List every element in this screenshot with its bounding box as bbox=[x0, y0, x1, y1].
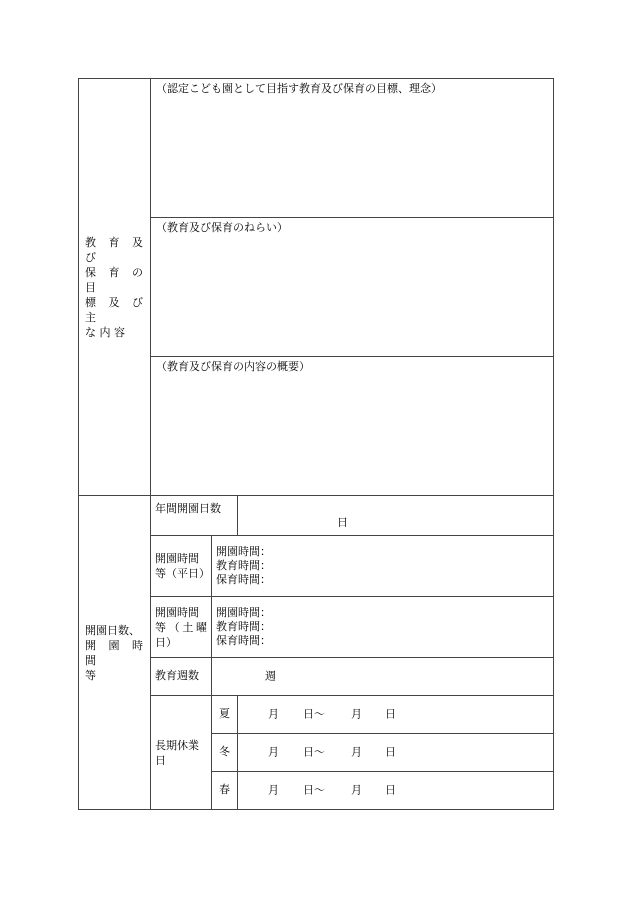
education-category-line-4: な 内 容 bbox=[85, 325, 125, 339]
spring-start-day: 日〜 bbox=[303, 783, 325, 797]
spring-end-month: 月 bbox=[351, 783, 362, 797]
content-field[interactable] bbox=[151, 357, 554, 496]
weeks-row bbox=[79, 658, 554, 696]
spring-end-day: 日 bbox=[385, 783, 396, 797]
winter-end-month: 月 bbox=[351, 745, 362, 759]
aims-heading: （教育及び保育のねらい） bbox=[156, 221, 288, 234]
saturday-label-line-1: 開園時間 bbox=[155, 605, 199, 619]
winter-end-day: 日 bbox=[385, 745, 396, 759]
winter-label-cell bbox=[212, 734, 238, 772]
weekday-hours-label-cell bbox=[151, 536, 212, 597]
saturday-label-line-2: 等（土曜 bbox=[155, 620, 207, 634]
spring-period-field[interactable] bbox=[238, 772, 554, 810]
opening-category-cell bbox=[79, 496, 151, 810]
saturday-hours-field[interactable] bbox=[212, 597, 554, 658]
content-heading: （教育及び保育の内容の概要） bbox=[156, 360, 310, 373]
weekday-open-time: 開園時間： bbox=[216, 545, 271, 558]
summer-end-month: 月 bbox=[351, 707, 362, 721]
winter-period-field[interactable] bbox=[238, 734, 554, 772]
holiday-label-cell bbox=[151, 696, 212, 810]
winter-start-month: 月 bbox=[268, 745, 279, 759]
form-table bbox=[78, 78, 554, 810]
weekday-care-time: 保育時間： bbox=[216, 573, 271, 586]
annual-days-unit: 日 bbox=[337, 516, 348, 529]
saturday-hours-label-cell bbox=[151, 597, 212, 658]
weeks-field[interactable] bbox=[212, 658, 554, 696]
weekday-hours-field[interactable] bbox=[212, 536, 554, 597]
spring-label-cell bbox=[212, 772, 238, 810]
weeks-label-cell bbox=[151, 658, 212, 696]
weeks-unit: 週 bbox=[265, 669, 276, 683]
annual-days-field[interactable] bbox=[238, 496, 554, 536]
aims-row bbox=[79, 218, 554, 357]
opening-category-line-1: 開園日数、 bbox=[85, 623, 140, 637]
summer-period-field[interactable] bbox=[238, 696, 554, 734]
annual-days-label-cell bbox=[151, 496, 238, 536]
winter-start-day: 日〜 bbox=[303, 745, 325, 759]
opening-category-line-3: 等 bbox=[85, 668, 96, 682]
goals-field[interactable] bbox=[151, 79, 554, 218]
summer-end-day: 日 bbox=[385, 707, 396, 721]
saturday-education-time: 教育時間： bbox=[216, 620, 271, 633]
education-category-line-1: 教 育 及 び bbox=[85, 235, 144, 264]
weekday-hours-row bbox=[79, 536, 554, 597]
spring-label: 春 bbox=[219, 783, 230, 797]
education-category-line-3: 標 及 び 主 bbox=[85, 295, 144, 324]
education-category-cell bbox=[79, 79, 151, 496]
summer-start-month: 月 bbox=[268, 707, 279, 721]
saturday-open-time: 開園時間： bbox=[216, 606, 271, 619]
aims-field[interactable] bbox=[151, 218, 554, 357]
saturday-label-line-3: 日） bbox=[155, 635, 177, 649]
weeks-label: 教育週数 bbox=[155, 669, 199, 683]
summer-holiday-row bbox=[79, 696, 554, 734]
summer-label: 夏 bbox=[219, 707, 230, 721]
content-row bbox=[79, 357, 554, 496]
summer-start-day: 日〜 bbox=[303, 707, 325, 721]
winter-label: 冬 bbox=[219, 745, 230, 759]
weekday-label-line-1: 開園時間 bbox=[155, 552, 199, 565]
goals-heading: （認定こども園として目指す教育及び保育の目標、理念） bbox=[156, 82, 442, 95]
spring-start-month: 月 bbox=[268, 783, 279, 797]
annual-days-row bbox=[79, 496, 554, 536]
weekday-label-line-2: 等（平日） bbox=[155, 567, 210, 580]
holiday-label-line-2: 日 bbox=[155, 753, 166, 767]
education-category-line-2: 保 育 の 目 bbox=[85, 265, 144, 294]
saturday-care-time: 保育時間： bbox=[216, 634, 271, 647]
opening-category-line-2: 開 園 時 間 bbox=[85, 638, 144, 667]
weekday-education-time: 教育時間： bbox=[216, 559, 271, 572]
holiday-label-line-1: 長期休業 bbox=[155, 738, 199, 752]
summer-label-cell bbox=[212, 696, 238, 734]
annual-days-label: 年間開園日数 bbox=[155, 502, 221, 516]
goals-row bbox=[79, 79, 554, 218]
saturday-hours-row bbox=[79, 597, 554, 658]
